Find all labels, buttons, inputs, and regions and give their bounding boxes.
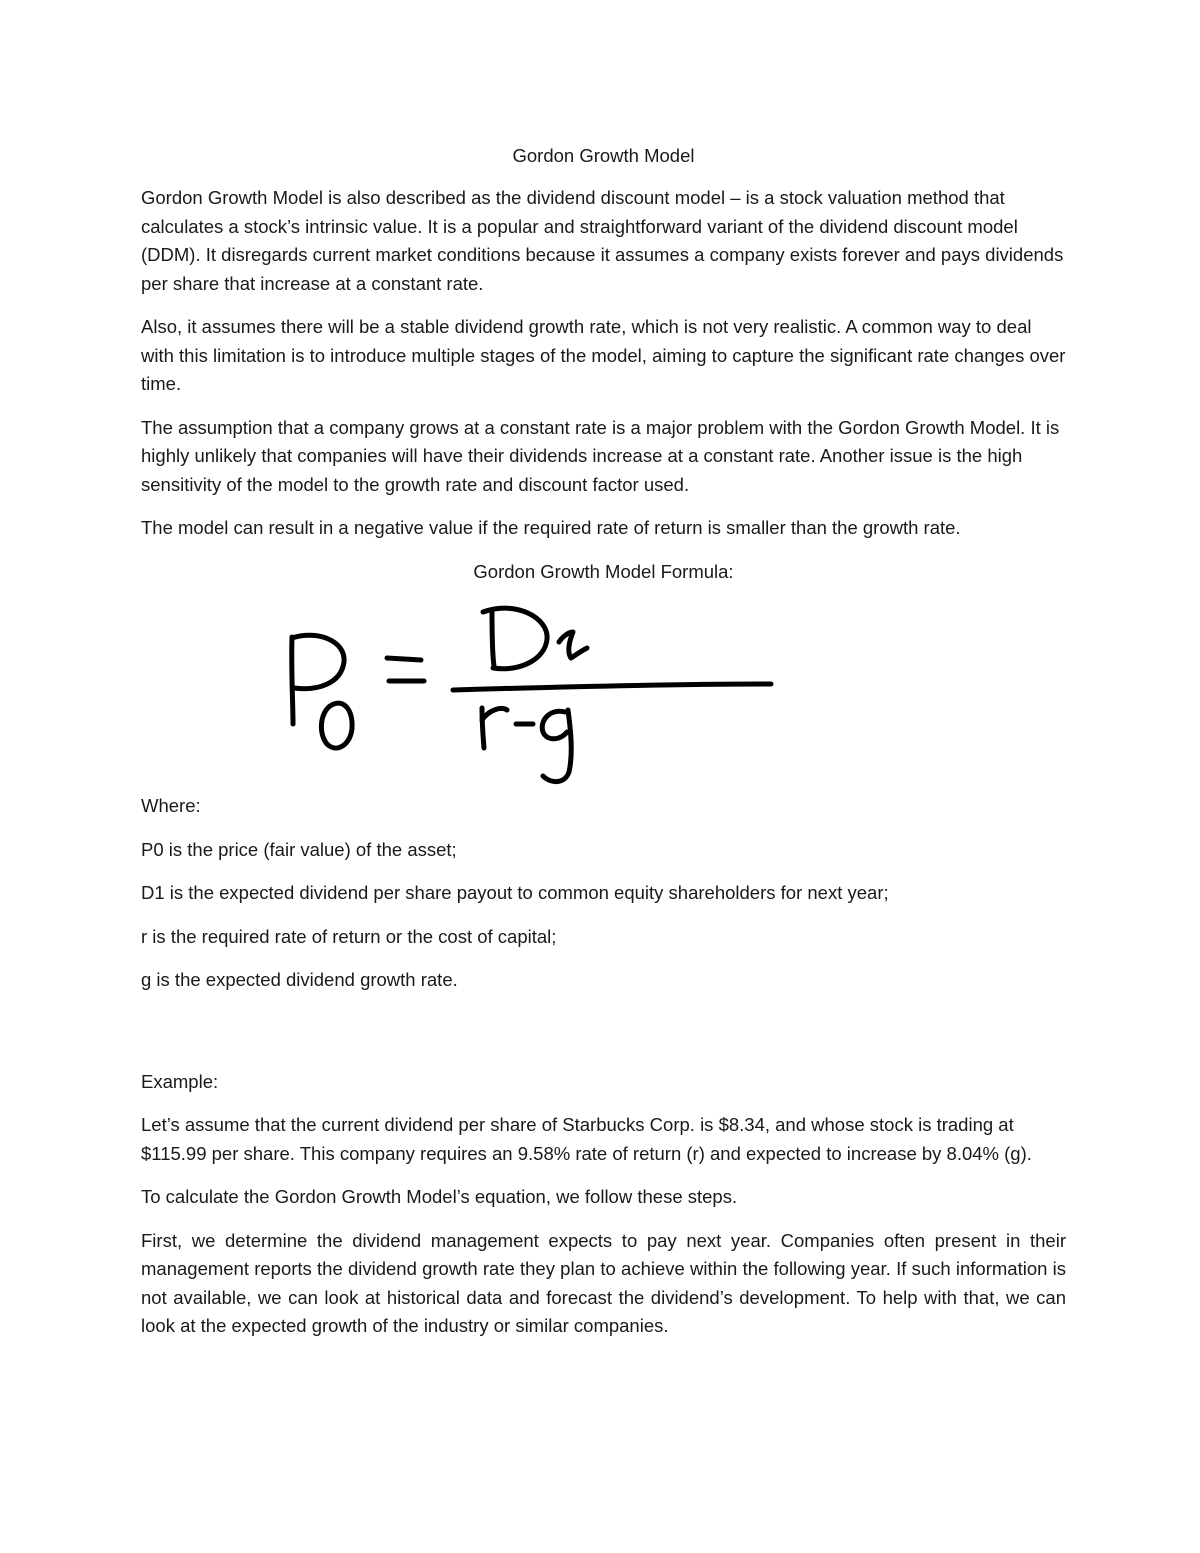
paragraph-intro: Gordon Growth Model is also described as the dividend discount model – is a stock valuation method that calculates a stock’s intrinsic value. It is a popular and straightforward variant of the dividend discount model (DDM). It disregards current market conditions because it assumes a company exists forever and pays dividends per share that increase at a constant rate. (141, 187, 1064, 294)
spacer (141, 1010, 1066, 1068)
definition-g: g is the expected dividend growth rate. (141, 969, 458, 990)
formula-image (141, 592, 1066, 788)
definition-d1: D1 is the expected dividend per share payout to common equity shareholders for next year; (141, 882, 889, 903)
example-paragraph-first-step: First, we determine the dividend management expects to pay next year. Companies often present in their management reports the dividend growth rate they plan to achieve within the following year. If such information is not available, we can look at historical data and forecast the dividend’s development. To help with that, we can look at the expected growth of the industry or similar companies. (141, 1229, 1066, 1336)
definition-p0: P0 is the price (fair value) of the asset; (141, 838, 457, 860)
paragraph-negative-value: The model can result in a negative value if the required rate of return is smaller than the growth rate. (141, 517, 961, 538)
example-paragraph-steps: To calculate the Gordon Growth Model’s equation, we follow these steps. (141, 1186, 738, 1207)
example-paragraph-starbucks: Let’s assume that the current dividend per share of Starbucks Corp. is $8.34, and whose stock is trading at $115.99 per share. This company requires an 9.58% rate of return (r) and expected to increase by 8.04% (g). (141, 1114, 1032, 1164)
document-title: Gordon Growth Model (512, 145, 695, 166)
formula-title: Gordon Growth Model Formula: (473, 560, 734, 582)
definition-r: r is the required rate of return or the cost of capital; (141, 925, 557, 947)
handwritten-formula-drawing (141, 592, 1066, 788)
document-body (141, 142, 1066, 1356)
where-label: Where: (141, 795, 201, 816)
example-label: Example: (141, 1070, 219, 1092)
paragraph-stable-growth: Also, it assumes there will be a stable dividend growth rate, which is not very realistic. A common way to deal with this limitation is to introduce multiple stages of the model, aiming to capture the significant rate changes over time. (141, 316, 1066, 394)
paragraph-assumption: The assumption that a company grows at a constant rate is a major problem with the Gordon Growth Model. It is highly unlikely that companies will have their dividends increase at a constant rate. Another issue is the high sensitivity of the model to the growth rate and discount factor used. (141, 416, 1060, 495)
